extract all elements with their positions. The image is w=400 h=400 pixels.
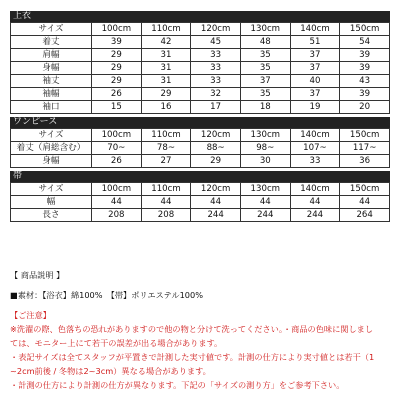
value-cell: 33 <box>191 75 241 88</box>
value-cell: 88~ <box>191 142 241 155</box>
header-size-cell: 100cm <box>92 129 142 142</box>
row-label-cell: 袖丈 <box>11 75 92 88</box>
caution-line-2: ては、モニター上にて若干の誤差が出る場合があります。 <box>10 338 223 348</box>
header-label-cell: サイズ <box>11 23 92 36</box>
value-cell: 43 <box>340 75 390 88</box>
value-cell: 37 <box>290 62 340 75</box>
header-size-cell: 130cm <box>240 129 290 142</box>
value-cell: 29 <box>141 88 191 101</box>
value-cell: 20 <box>340 101 390 114</box>
caution-heading: 【ご注意】 <box>10 310 51 320</box>
caution-line-3: ・表記サイズは全てスタッフが平置きで計測した実寸値です。計測の仕方により実寸値とは若干（1 <box>10 352 375 362</box>
value-cell: 30 <box>240 155 290 168</box>
header-size-cell: 110cm <box>141 23 191 36</box>
value-cell: 208 <box>92 209 142 222</box>
header-size-cell: 120cm <box>191 23 241 36</box>
table-row <box>11 209 390 222</box>
row-label-cell: 身幅 <box>11 155 92 168</box>
header-size-cell: 110cm <box>141 183 191 196</box>
header-size-cell: 110cm <box>141 129 191 142</box>
value-cell: 208 <box>141 209 191 222</box>
value-cell: 16 <box>141 101 191 114</box>
value-cell: 44 <box>240 196 290 209</box>
value-cell: 44 <box>92 196 142 209</box>
value-cell: 117~ <box>340 142 390 155</box>
header-size-cell: 100cm <box>92 23 142 36</box>
value-cell: 29 <box>92 62 142 75</box>
header-label-cell: サイズ <box>11 183 92 196</box>
header-size-cell: 150cm <box>340 23 390 36</box>
header-size-cell: 130cm <box>240 183 290 196</box>
value-cell: 244 <box>191 209 241 222</box>
header-size-cell: 150cm <box>340 129 390 142</box>
value-cell: 27 <box>141 155 191 168</box>
table-row <box>11 142 390 155</box>
value-cell: 78~ <box>141 142 191 155</box>
caution-line-4: ~2cm前後 / 冬物は2~3cm）異なる場合があります。 <box>10 366 211 376</box>
value-cell: 35 <box>240 88 290 101</box>
value-cell: 51 <box>290 36 340 49</box>
value-cell: 37 <box>290 88 340 101</box>
header-size-cell: 120cm <box>191 183 241 196</box>
value-cell: 40 <box>290 75 340 88</box>
value-cell: 19 <box>290 101 340 114</box>
table-row <box>11 75 390 88</box>
product-notes <box>10 268 395 392</box>
value-cell: 39 <box>340 88 390 101</box>
value-cell: 31 <box>141 62 191 75</box>
table-row <box>11 62 390 75</box>
value-cell: 31 <box>141 49 191 62</box>
table-row <box>11 155 390 168</box>
value-cell: 264 <box>340 209 390 222</box>
value-cell: 26 <box>92 88 142 101</box>
value-cell: 244 <box>290 209 340 222</box>
table-header-row <box>11 23 390 36</box>
header-size-cell: 140cm <box>290 183 340 196</box>
value-cell: 29 <box>92 75 142 88</box>
table-row <box>11 36 390 49</box>
product-description-heading: 【 商品説明 】 <box>10 270 65 280</box>
value-cell: 32 <box>191 88 241 101</box>
size-table <box>10 182 390 222</box>
value-cell: 70~ <box>92 142 142 155</box>
value-cell: 15 <box>92 101 142 114</box>
value-cell: 18 <box>240 101 290 114</box>
value-cell: 42 <box>141 36 191 49</box>
value-cell: 29 <box>92 49 142 62</box>
section-title: ワンピース <box>10 117 390 128</box>
value-cell: 33 <box>191 62 241 75</box>
value-cell: 44 <box>340 196 390 209</box>
size-table <box>10 128 390 168</box>
table-row <box>11 88 390 101</box>
value-cell: 54 <box>340 36 390 49</box>
value-cell: 35 <box>240 49 290 62</box>
value-cell: 244 <box>240 209 290 222</box>
material-info: ■素材：【浴衣】綿100% 【帯】ポリエステル100% <box>10 290 203 300</box>
value-cell: 48 <box>240 36 290 49</box>
row-label-cell: 幅 <box>11 196 92 209</box>
table-header-row <box>11 129 390 142</box>
row-label-cell: 身幅 <box>11 62 92 75</box>
value-cell: 107~ <box>290 142 340 155</box>
row-label-cell: 長さ <box>11 209 92 222</box>
value-cell: 29 <box>191 155 241 168</box>
row-label-cell: 袖口 <box>11 101 92 114</box>
header-size-cell: 140cm <box>290 129 340 142</box>
value-cell: 33 <box>290 155 340 168</box>
value-cell: 44 <box>290 196 340 209</box>
size-table <box>10 22 390 114</box>
value-cell: 26 <box>92 155 142 168</box>
section-title: 上衣 <box>10 11 390 22</box>
value-cell: 44 <box>141 196 191 209</box>
header-label-cell: サイズ <box>11 129 92 142</box>
table-row <box>11 196 390 209</box>
caution-line-5: ・計測の仕方により計測の仕方が異なります。下記の「サイズの測り方」をご参考下さい。 <box>10 380 345 390</box>
value-cell: 36 <box>340 155 390 168</box>
value-cell: 39 <box>340 49 390 62</box>
value-cell: 33 <box>191 49 241 62</box>
row-label-cell: 肩幅 <box>11 49 92 62</box>
value-cell: 17 <box>191 101 241 114</box>
value-cell: 45 <box>191 36 241 49</box>
header-size-cell: 120cm <box>191 129 241 142</box>
header-size-cell: 140cm <box>290 23 340 36</box>
size-chart <box>10 8 390 222</box>
value-cell: 39 <box>340 62 390 75</box>
value-cell: 39 <box>92 36 142 49</box>
value-cell: 37 <box>290 49 340 62</box>
row-label-cell: 着丈（肩総含む） <box>11 142 92 155</box>
table-row <box>11 49 390 62</box>
row-label-cell: 袖幅 <box>11 88 92 101</box>
value-cell: 35 <box>240 62 290 75</box>
header-size-cell: 130cm <box>240 23 290 36</box>
row-label-cell: 着丈 <box>11 36 92 49</box>
header-size-cell: 100cm <box>92 183 142 196</box>
section-title: 帯 <box>10 171 390 182</box>
table-header-row <box>11 183 390 196</box>
value-cell: 44 <box>191 196 241 209</box>
value-cell: 37 <box>240 75 290 88</box>
value-cell: 31 <box>141 75 191 88</box>
header-size-cell: 150cm <box>340 183 390 196</box>
table-row <box>11 101 390 114</box>
caution-line-1: ※洗濯の際、色落ちの恐れがありますので他の物と分けて洗ってください。・商品の色味に関しまし <box>10 324 374 334</box>
value-cell: 98~ <box>240 142 290 155</box>
